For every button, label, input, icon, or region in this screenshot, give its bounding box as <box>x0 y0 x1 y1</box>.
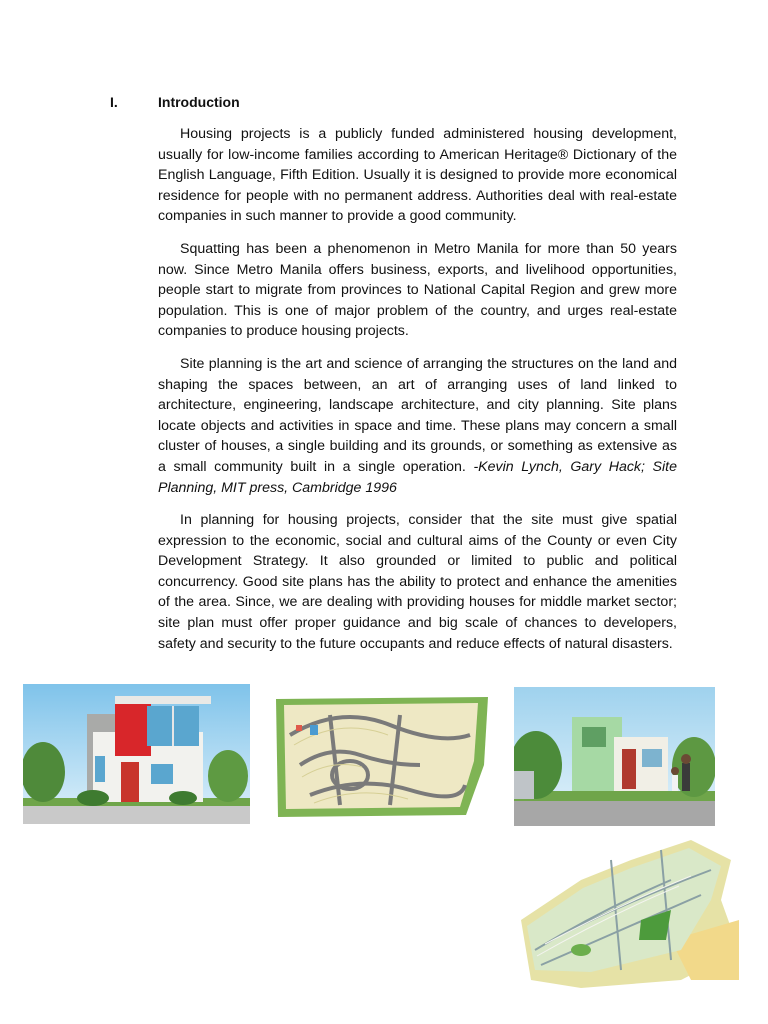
section-number: I. <box>110 94 118 110</box>
house-render-two-storey-image <box>23 684 250 824</box>
subdivision-site-plan-image <box>270 695 492 820</box>
citation: -Kevin Lynch, Gary Hack; Site Planning, MIT press, Cambridge 1996 <box>158 458 678 496</box>
paragraph-site-planning <box>158 354 677 498</box>
house-render-single-storey-illustration <box>514 687 715 826</box>
paragraph-squatting: Squatting has been a phenomenon in Metro Manila for more than 50 years now. Since Metro Manila offers business, exports, and livelihood opportunities, people start to migrate from provinces to National Capital Region and grew more population. This is one of major problem of the country, and urges real-estate companies to produce housing projects. <box>158 240 677 340</box>
paragraph-housing-projects: Housing projects is a publicly funded administered housing development, usually for low-income families according to American Heritage® Dictionary of the English Language, Fifth Edition. Usually it is designed to provide more economical residence for people with no permanent address. Authorities deal with real-estate companies in such manner to provide a good community. <box>158 126 677 225</box>
paragraph-site-planning-text: Site planning is the art and science of arranging the structures on the land and shaping the spaces between, an art of arranging uses of land linked to architecture, engineering, landscape architecture, and city planning. Site plans locate objects and activities in space and time. These plans may concern a small cluster of houses, a single building and its grounds, or something as extensive as a small community built in a single operation. <box>158 355 677 475</box>
house-render-two-storey-illustration <box>23 684 250 824</box>
paragraph-planning-housing: In planning for housing projects, consider that the site must give spatial expression to the economic, social and cultural aims of the County or even City Development Strategy. It also grounded or limited to public and political concurrency. Good site plans has the ability to protect and enhance the amenities of the area. Since, we are dealing with providing houses for middle market sector; site plan must offer proper guidance and big scale of chances to developers, safety and security to the future occupants and reduce effects of natural disasters. <box>158 512 677 652</box>
master-site-plan-image <box>521 840 739 988</box>
section-title: Introduction <box>158 94 240 110</box>
house-render-single-storey-image <box>514 687 715 826</box>
subdivision-site-plan-illustration <box>270 695 492 820</box>
body-text <box>158 124 677 666</box>
master-site-plan-illustration <box>521 840 739 988</box>
